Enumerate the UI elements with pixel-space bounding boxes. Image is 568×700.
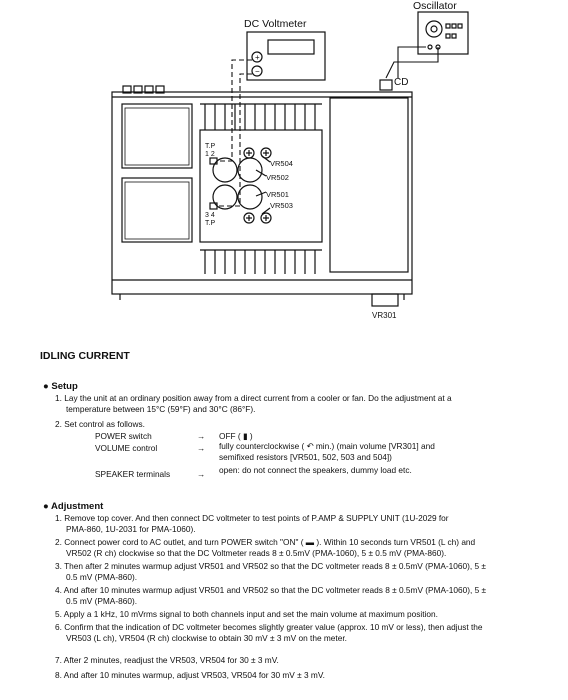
control-speaker-value: open: do not connect the speakers, dummy load etc. xyxy=(219,465,412,475)
plus-terminal: + xyxy=(255,53,260,62)
setup-item-2-num: 2. xyxy=(55,419,62,429)
control-volume-value: fully counterclockwise ( ↶ min.) (main volume [VR301] and xyxy=(219,441,435,451)
adj-item-8-line-1: And after 10 minutes warmup, adjust VR503, VR504 for 30 mV ± 3 mV. xyxy=(63,670,325,680)
adj-item-4-num: 4. xyxy=(55,585,62,595)
adj-item-3-line-1: Then after 2 minutes warmup adjust VR501 and VR502 so that the DC voltmeter reads 8 ± 0.5mV (PMA-1060), 5 ± xyxy=(64,561,486,571)
control-volume-name: VOLUME control xyxy=(95,443,158,453)
adj-item-4 xyxy=(55,585,486,595)
adj-item-6-line-1: Confirm that the indication of DC voltmeter becomes slightly greater value (approx. 10 mV or less), then adjust the xyxy=(64,622,483,632)
cd-label: CD xyxy=(394,77,409,88)
control-volume-value-cont: semifixed resistors [VR501, 502, 503 and 504]) xyxy=(219,452,392,462)
adj-item-7 xyxy=(55,655,279,665)
vr501-label: VR501 xyxy=(266,190,289,199)
vr301-label: VR301 xyxy=(372,311,397,320)
control-speaker-arrow: → xyxy=(197,469,206,479)
control-power-arrow: → xyxy=(197,431,206,441)
adj-item-1-line-2: PMA-860, 1U-2031 for PMA-1060). xyxy=(66,524,196,534)
oscillator-label: Oscillator xyxy=(413,0,457,12)
control-volume-arrow: → xyxy=(197,443,206,453)
setup-item-2 xyxy=(55,419,145,429)
adj-item-3-line-2: 0.5 mV (PMA-860). xyxy=(66,572,138,582)
vr503-label: VR503 xyxy=(270,201,293,210)
bullet-icon: ● xyxy=(43,381,49,392)
setup-heading: Setup xyxy=(51,381,78,392)
adj-item-6 xyxy=(55,622,483,632)
adj-item-3 xyxy=(55,561,486,571)
control-power-name: POWER switch xyxy=(95,431,152,441)
adj-item-7-num: 7. xyxy=(55,655,62,665)
adj-item-6-line-2: VR503 (L ch), VR504 (R ch) clockwise to obtain 30 mV ± 3 mV on the meter. xyxy=(66,633,347,643)
tp-top-nums: 1 2 xyxy=(205,151,215,158)
adj-item-5 xyxy=(55,609,438,619)
adj-item-4-line-2: 0.5 mV (PMA-860). xyxy=(66,596,138,606)
setup-item-1-line-1: Lay the unit at an ordinary position away from a direct current from a cooler or fan. Do the adjustment at a xyxy=(64,393,452,403)
control-power-value: OFF ( ▮ ) xyxy=(219,431,253,441)
adjustment-heading: Adjustment xyxy=(51,501,104,512)
adj-item-4-line-1: And after 10 minutes warmup adjust VR501 and VR502 so that the DC voltmeter reads 8 ± 0.5mV (PMA-1060), 5 ± xyxy=(63,585,487,595)
vr502-label: VR502 xyxy=(266,173,289,182)
adj-item-3-num: 3. xyxy=(55,561,62,571)
tp-top-label: T.P xyxy=(205,143,216,150)
adj-item-5-num: 5. xyxy=(55,609,62,619)
adj-item-6-num: 6. xyxy=(55,622,62,632)
adj-item-8-num: 8. xyxy=(55,670,62,680)
adj-item-2-line-1: Connect power cord to AC outlet, and turn POWER switch "ON" ( ▬ ). Within 10 seconds turn VR501 (L ch) and xyxy=(64,537,476,547)
adj-item-2-num: 2. xyxy=(55,537,62,547)
control-speaker-name: SPEAKER terminals xyxy=(95,469,171,479)
setup-item-1-num: 1. xyxy=(55,393,62,403)
adj-item-5-line-1: Apply a 1 kHz, 10 mVrms signal to both channels input and set the main volume at maximum position. xyxy=(63,609,438,619)
setup-item-1-cont: temperature between 15°C (59°F) and 30°C (86°F). xyxy=(66,404,256,414)
tp-bottom-nums: 3 4 xyxy=(205,212,215,219)
setup-heading-row xyxy=(43,381,78,392)
adjustment-heading-row xyxy=(43,501,103,512)
section-title: IDLING CURRENT xyxy=(40,350,130,362)
adj-item-8 xyxy=(55,670,325,680)
adj-item-1-line-1: Remove top cover. And then connect DC voltmeter to test points of P.AMP & SUPPLY UNIT (1U-2029 for xyxy=(64,513,449,523)
adj-item-1-num: 1. xyxy=(55,513,62,523)
minus-terminal: − xyxy=(255,67,260,76)
tp-bottom-label: T.P xyxy=(205,220,216,227)
adj-item-7-line-1: After 2 minutes, readjust the VR503, VR504 for 30 ± 3 mV. xyxy=(63,655,279,665)
dc-voltmeter-label: DC Voltmeter xyxy=(244,18,307,30)
bullet-icon: ● xyxy=(43,501,49,512)
adj-item-2-line-2: VR502 (R ch) clockwise so that the DC Voltmeter reads 8 ± 0.5mV (PMA-1060), 5 ± 0.5 mV (PMA-860). xyxy=(66,548,447,558)
setup-item-1 xyxy=(55,393,452,403)
adj-item-2 xyxy=(55,537,475,547)
setup-item-2-text: Set control as follows. xyxy=(64,419,145,429)
adj-item-1 xyxy=(55,513,449,523)
vr504-label: VR504 xyxy=(270,159,293,168)
